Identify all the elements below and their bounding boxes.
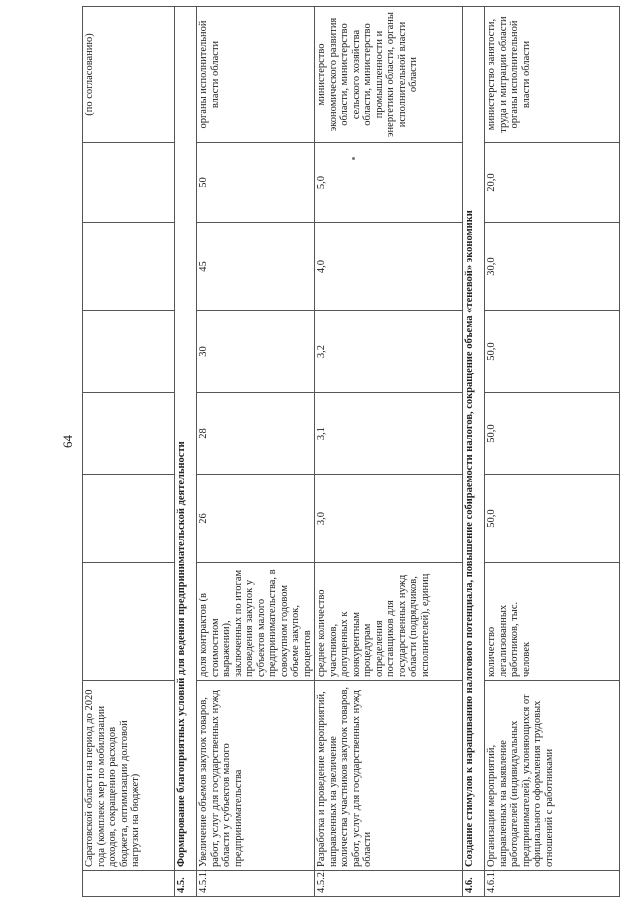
rotated-page (82, 0, 640, 905)
page-number: 64 (60, 435, 75, 448)
cell-v2: 28 (197, 393, 315, 475)
cell-exec: органы исполнительной власти области (197, 7, 315, 143)
cell-v3: 30 (197, 311, 315, 393)
cell-indicator: количество легализованных работников, тыс. человек (485, 563, 620, 681)
cell-exec: министерство экономического развития области, министерство сельского хозяйства области, министерство промышленности и энергетики области, органы исполнительной власти области (315, 7, 463, 143)
table-row (485, 7, 620, 897)
cell-section: Формирование благоприятных условий для ведения предпринимательской деятельности (175, 7, 197, 871)
cell-exec: (по согласованию) (83, 7, 175, 143)
cell-section: Создание стимулов к наращиванию налогового потенциала, повышение собираемости налогов, сокращение объема «теневой» экономики (463, 7, 485, 871)
cell-v3 (83, 311, 175, 393)
cell-exec: министерство занятости, труда и миграции области органы исполнительной власти области (485, 7, 620, 143)
cell-v1: 50,0 (485, 475, 620, 563)
cell-v4: 30,0 (485, 223, 620, 311)
cell-indicator (83, 563, 175, 681)
cell-v1: 3,0 (315, 475, 463, 563)
cell-v5: 20,0 (485, 143, 620, 223)
cell-num (83, 871, 175, 897)
cell-event: Разработка и проведение мероприятий, направленных на увеличение количества участников закупок товаров, работ, услуг для государственных нужд области (315, 681, 463, 871)
cell-num: 4.5. (175, 871, 197, 897)
cell-v3: 3,2 (315, 311, 463, 393)
section-row (463, 7, 485, 897)
cell-event: Организация мероприятий, направленных на выявление работодателей (индивидуальных предпринимателей), уклоняющихся от официального оформления трудовых отношений с работниками (485, 681, 620, 871)
cell-indicator: доля контрактов (в стоимостном выражении), заключенных по итогам проведения закупок у субъектов малого предпринимательства, в совокупном годовом объеме закупок, процентов (197, 563, 315, 681)
cell-v5: 50 (197, 143, 315, 223)
cell-num: 4.5.2. (315, 871, 463, 897)
cell-indicator: среднее количество участников, допущенных к конкурентным процедурам определения поставщиков для государственных нужд области (подрядчиков, исполнителей), единиц (315, 563, 463, 681)
cell-v4: 4,0 (315, 223, 463, 311)
scan-speck (352, 157, 355, 160)
cell-v5: 5,0 (315, 143, 463, 223)
cell-num: 4.6. (463, 871, 485, 897)
cell-num: 4.5.1. (197, 871, 315, 897)
cell-v2: 50,0 (485, 393, 620, 475)
cell-v4 (83, 223, 175, 311)
table-row (197, 7, 315, 897)
cell-v2: 3,1 (315, 393, 463, 475)
cell-v5 (83, 143, 175, 223)
cell-v2 (83, 393, 175, 475)
section-row (175, 7, 197, 897)
cell-event: Увеличение объемов закупок товаров, работ, услуг для государственных нужд области у субъектов малого предпринимательства (197, 681, 315, 871)
cell-v3: 50,0 (485, 311, 620, 393)
cell-v1 (83, 475, 175, 563)
table-row (83, 7, 175, 897)
table-row (315, 7, 463, 897)
cell-v1: 26 (197, 475, 315, 563)
cell-num: 4.6.1. (485, 871, 620, 897)
cell-v4: 45 (197, 223, 315, 311)
cell-event: Саратовской области на период до 2020 года (комплекс мер по мобилизации доходов, сокращению расходов бюджета, оптимизации долговой нагрузки на бюджет) (83, 681, 175, 871)
program-table (82, 6, 620, 897)
